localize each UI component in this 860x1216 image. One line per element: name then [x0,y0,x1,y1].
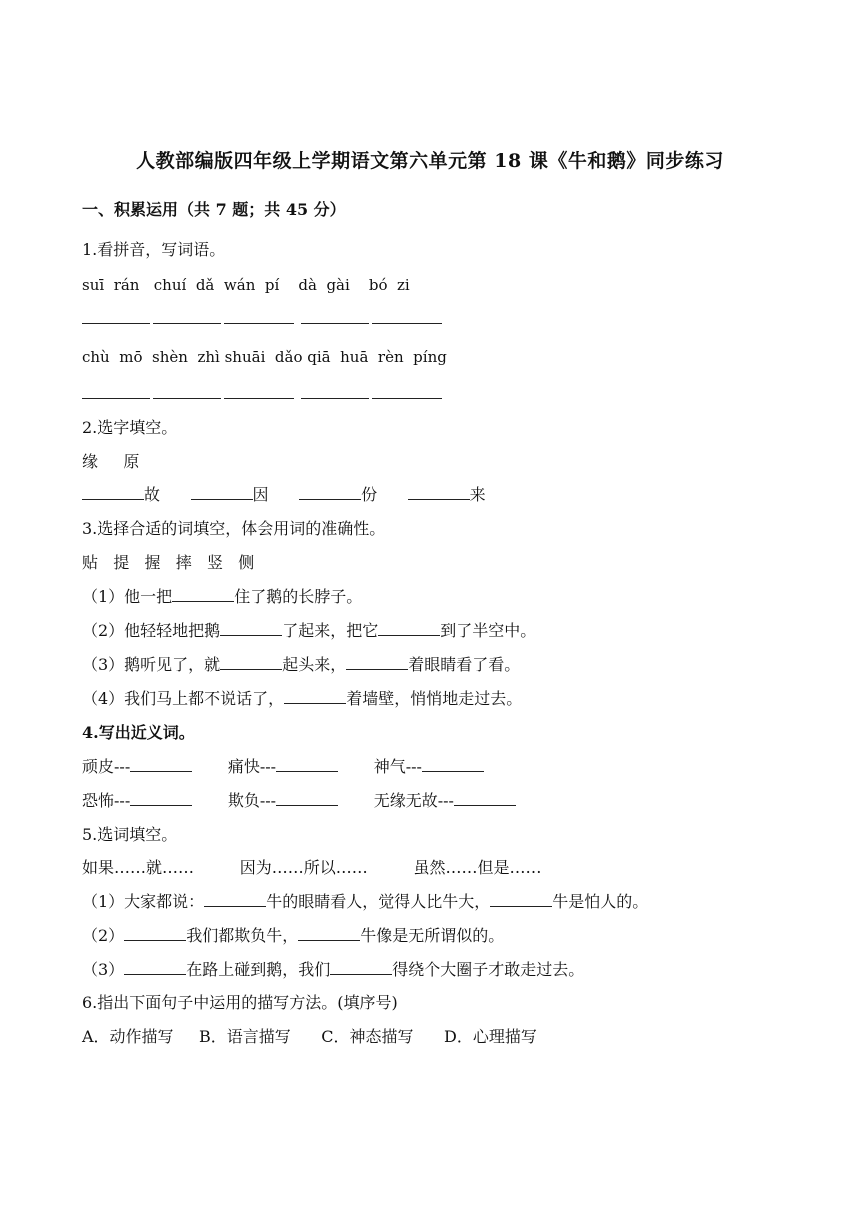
text: （4）我们马上都不说话了， [82,689,285,708]
answer-line[interactable] [82,398,150,399]
text: 我们都欺负牛， [186,926,299,945]
answer-line[interactable] [372,323,442,324]
fill-blank[interactable] [130,757,192,772]
q6-options: A．动作描写 B．语言描写 C．神态描写 D．心理描写 [82,1027,537,1046]
text: 着墙壁，悄悄地走过去。 [346,689,523,708]
q5-sentence-3 [82,960,584,980]
q1-answer-lines-2 [82,398,482,400]
fill-blank[interactable] [490,892,552,907]
q5-sentence-2 [82,926,504,946]
fill-blank[interactable] [299,485,361,500]
q1-answer-lines-1 [82,323,482,325]
q2-options: 缘 原 [82,452,140,471]
fill-blank[interactable] [220,655,282,670]
text: 牛是怕人的。 [552,892,649,911]
page-title: 人教部编版四年级上学期语文第六单元第 18 课《牛和鹅》同步练习 [136,150,724,172]
q2-items [82,485,486,505]
word: 顽皮--- [82,757,131,776]
text: （1）大家都说： [82,892,205,911]
section-heading: 一、积累运用（共 7 题；共 45 分） [82,200,346,219]
fill-blank[interactable] [130,791,192,806]
q4-row-2 [82,791,516,811]
fill-blank[interactable] [422,757,484,772]
fill-blank[interactable] [124,926,186,941]
word: 痛快--- [227,757,277,776]
fill-blank[interactable] [124,960,186,975]
text: （3）鹅听见了，就 [82,655,221,674]
text: 起头来， [282,655,347,674]
q2-item: 故 [144,485,161,504]
word: 神气--- [373,757,422,776]
q2-item: 来 [469,485,486,504]
q1-pinyin-row-1: suī rán chuí dǎ wán pí dà gài bó zi [82,276,410,294]
text: （2）他轻轻地把鹅 [82,621,221,640]
q5-options: 如果……就…… 因为……所以…… 虽然……但是…… [82,858,542,877]
word: 无缘无故--- [373,791,454,810]
q5-sentence-1 [82,892,648,912]
text: 了起来，把它 [282,621,379,640]
fill-blank[interactable] [82,485,144,500]
text: 在路上碰到鹅，我们 [186,960,331,979]
answer-line[interactable] [82,323,150,324]
fill-blank[interactable] [191,485,253,500]
q2-item: 份 [361,485,378,504]
text: （3） [82,960,125,979]
fill-blank[interactable] [346,655,408,670]
answer-line[interactable] [153,398,221,399]
fill-blank[interactable] [378,621,440,636]
q1-pinyin-row-2: chù mō shèn zhì shuāi dǎo qiā huā rèn píng [82,348,447,366]
q6-stem: 6.指出下面句子中运用的描写方法。(填序号) [82,993,398,1012]
answer-line[interactable] [224,323,294,324]
answer-line[interactable] [224,398,294,399]
fill-blank[interactable] [172,587,234,602]
answer-line[interactable] [372,398,442,399]
word: 恐怖--- [82,791,131,810]
fill-blank[interactable] [276,791,338,806]
text: （2） [82,926,125,945]
text: 牛的眼睛看人，觉得人比牛大， [266,892,491,911]
q3-options: 贴 提 握 摔 竖 侧 [82,553,255,572]
fill-blank[interactable] [298,926,360,941]
text: 得绕个大圈子才敢走过去。 [392,960,585,979]
q1-stem: 1.看拼音，写词语。 [82,240,226,259]
fill-blank[interactable] [220,621,282,636]
fill-blank[interactable] [276,757,338,772]
text: 到了半空中。 [440,621,537,640]
q4-stem: 4.写出近义词。 [82,723,195,742]
text: 牛像是无所谓似的。 [360,926,505,945]
text: （1）他一把 [82,587,173,606]
fill-blank[interactable] [454,791,516,806]
text: 着眼睛看了看。 [408,655,521,674]
q3-stem: 3.选择合适的词填空，体会用词的准确性。 [82,519,386,538]
fill-blank[interactable] [330,960,392,975]
word: 欺负--- [227,791,277,810]
q2-item: 因 [252,485,269,504]
answer-line[interactable] [153,323,221,324]
q3-sentence-1 [82,587,362,607]
answer-line[interactable] [301,323,369,324]
q4-row-1 [82,757,484,777]
fill-blank[interactable] [408,485,470,500]
q2-stem: 2.选字填空。 [82,418,178,437]
fill-blank[interactable] [204,892,266,907]
q5-stem: 5.选词填空。 [82,825,178,844]
answer-line[interactable] [301,398,369,399]
fill-blank[interactable] [284,689,346,704]
q3-sentence-3 [82,655,520,675]
q3-sentence-2 [82,621,536,641]
q3-sentence-4 [82,689,522,709]
text: 住了鹅的长脖子。 [234,587,363,606]
